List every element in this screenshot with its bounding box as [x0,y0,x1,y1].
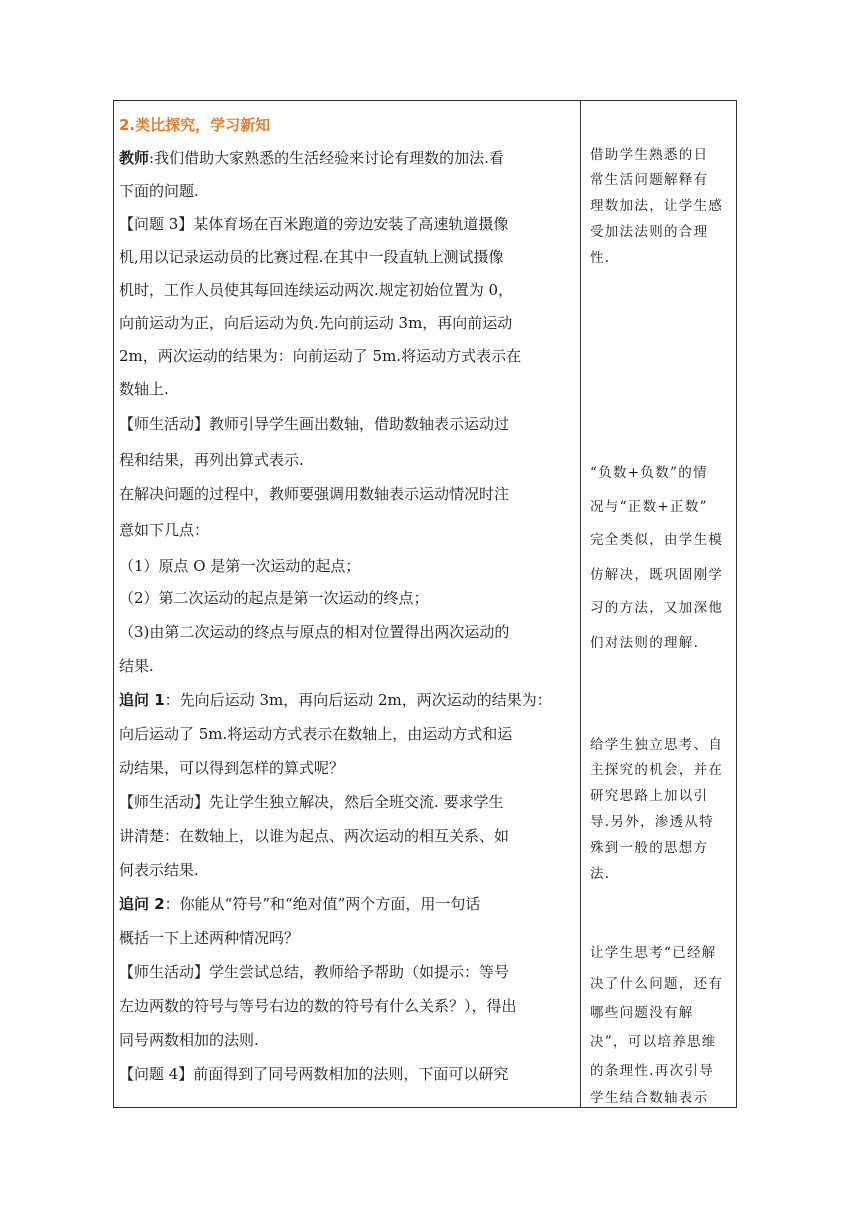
section-title: 2.类比探究，学习新知 [119,116,271,134]
note-line: （3)由第二次运动的终点与原点的相对位置得出两次运动的 [119,623,510,641]
teacher-text: :我们借助大家熟悉的生活经验来讨论有理数的加法.看 [149,149,504,167]
design-note4-line: 决了什么问题，还有 [590,976,724,992]
activity1-line: 【师生活动】教师引导学生画出数轴，借助数轴表示运动过 [119,415,510,433]
design-note2-line: 完全类似，由学生模 [590,532,724,548]
followup1-label: 追问 1 [119,691,165,709]
note-line: （2）第二次运动的起点是第一次运动的终点； [119,589,429,607]
followup2-line: 概括一下上述两种情况吗？ [119,929,300,947]
activity2-line: 讲清楚：在数轴上，以谁为起点、两次运动的相互关系、如 [119,827,510,845]
activity2-line: 何表示结果. [119,861,199,879]
lesson-table [113,100,737,1108]
design-note1-line: 常生活问题解释有 [590,172,709,188]
activity3-line: 左边两数的符号与等号右边的数的符号有什么关系？），得出 [119,997,517,1015]
design-note4-line: 哪些问题没有解 [590,1005,694,1021]
question3-line: 数轴上. [119,380,169,398]
design-note4-line: 学生结合数轴表示 [590,1090,709,1106]
question3-line: 2m，两次运动的结果为：向前运动了 5m.将运动方式表示在 [119,347,522,365]
followup1-line: 向后运动了 5m.将运动方式表示在数轴上，由运动方式和运 [119,725,513,743]
followup2-text: ：你能从“符号”和“绝对值”两个方面，用一句话 [164,895,481,913]
activity2-line: 【师生活动】先让学生独立解决，然后全班交流. 要求学生 [119,793,504,811]
design-note2-line: 习的方法，又加深他 [590,600,724,616]
teacher-paragraph-line2: 下面的问题. [119,182,199,200]
design-note2-line: 们对法则的理解. [590,635,700,651]
note-line: 在解决问题的过程中，教师要强调用数轴表示运动情况时注 [119,485,510,503]
followup1-line1 [119,690,552,710]
design-note1-line: 受加法法则的合理 [590,224,709,240]
design-note2-line: 仿解决，既巩固刚学 [590,567,724,583]
question3-line: 机时，工作人员使其每回连续运动两次.规定初始位置为 0， [119,281,514,299]
design-note3-line: 殊到一般的思想方 [590,840,709,856]
activity3-line: 【师生活动】学生尝试总结，教师给予帮助（如提示：等号 [119,963,510,981]
teacher-paragraph-line1 [119,148,504,168]
activity1-line: 程和结果，再列出算式表示. [119,451,304,469]
design-note2-line: “负数+负数”的情 [590,465,708,481]
activity3-line: 同号两数相加的法则. [119,1031,259,1049]
design-note4-line: 决”，可以培养思维 [590,1034,717,1050]
design-note3-line: 法. [590,866,611,882]
followup2-label: 追问 2 [119,895,165,913]
design-note4-line: 让学生思考“已经解 [590,945,717,961]
teacher-label: 教师 [119,149,150,167]
design-note4-line: 的条理性.再次引导 [590,1063,714,1079]
question3-line: 【问题 3】某体育场在百米跑道的旁边安装了高速轨道摄像 [119,215,509,233]
note-line: 意如下几点： [119,521,210,539]
column-divider [580,101,581,1107]
followup1-text: ：先向后运动 3m，再向后运动 2m，两次运动的结果为： [164,691,552,709]
design-note3-line: 导.另外，渗透从特 [590,814,714,830]
question3-line: 机,用以记录运动员的比赛过程.在其中一段直轨上测试摄像 [119,248,504,266]
design-note1-line: 借助学生熟悉的日 [590,147,709,163]
followup2-line1 [119,894,480,914]
followup1-line: 动结果，可以得到怎样的算式呢？ [119,759,345,777]
design-note1-line: 性. [590,250,611,266]
design-note3-line: 主探究的机会，并在 [590,762,724,778]
question3-line: 向前运动为正，向后运动为负.先向前运动 3m，再向前运动 [119,314,513,332]
note-line: 结果. [119,657,154,675]
design-note1-line: 理数加法，让学生感 [590,198,724,214]
question4-line: 【问题 4】前面得到了同号两数相加的法则，下面可以研究 [119,1065,509,1083]
design-note3-line: 研究思路上加以引 [590,788,709,804]
note-line: （1）原点 O 是第一次运动的起点； [119,557,361,575]
design-note3-line: 给学生独立思考、自 [590,737,724,753]
design-note2-line: 况与“正数+正数” [590,499,708,515]
